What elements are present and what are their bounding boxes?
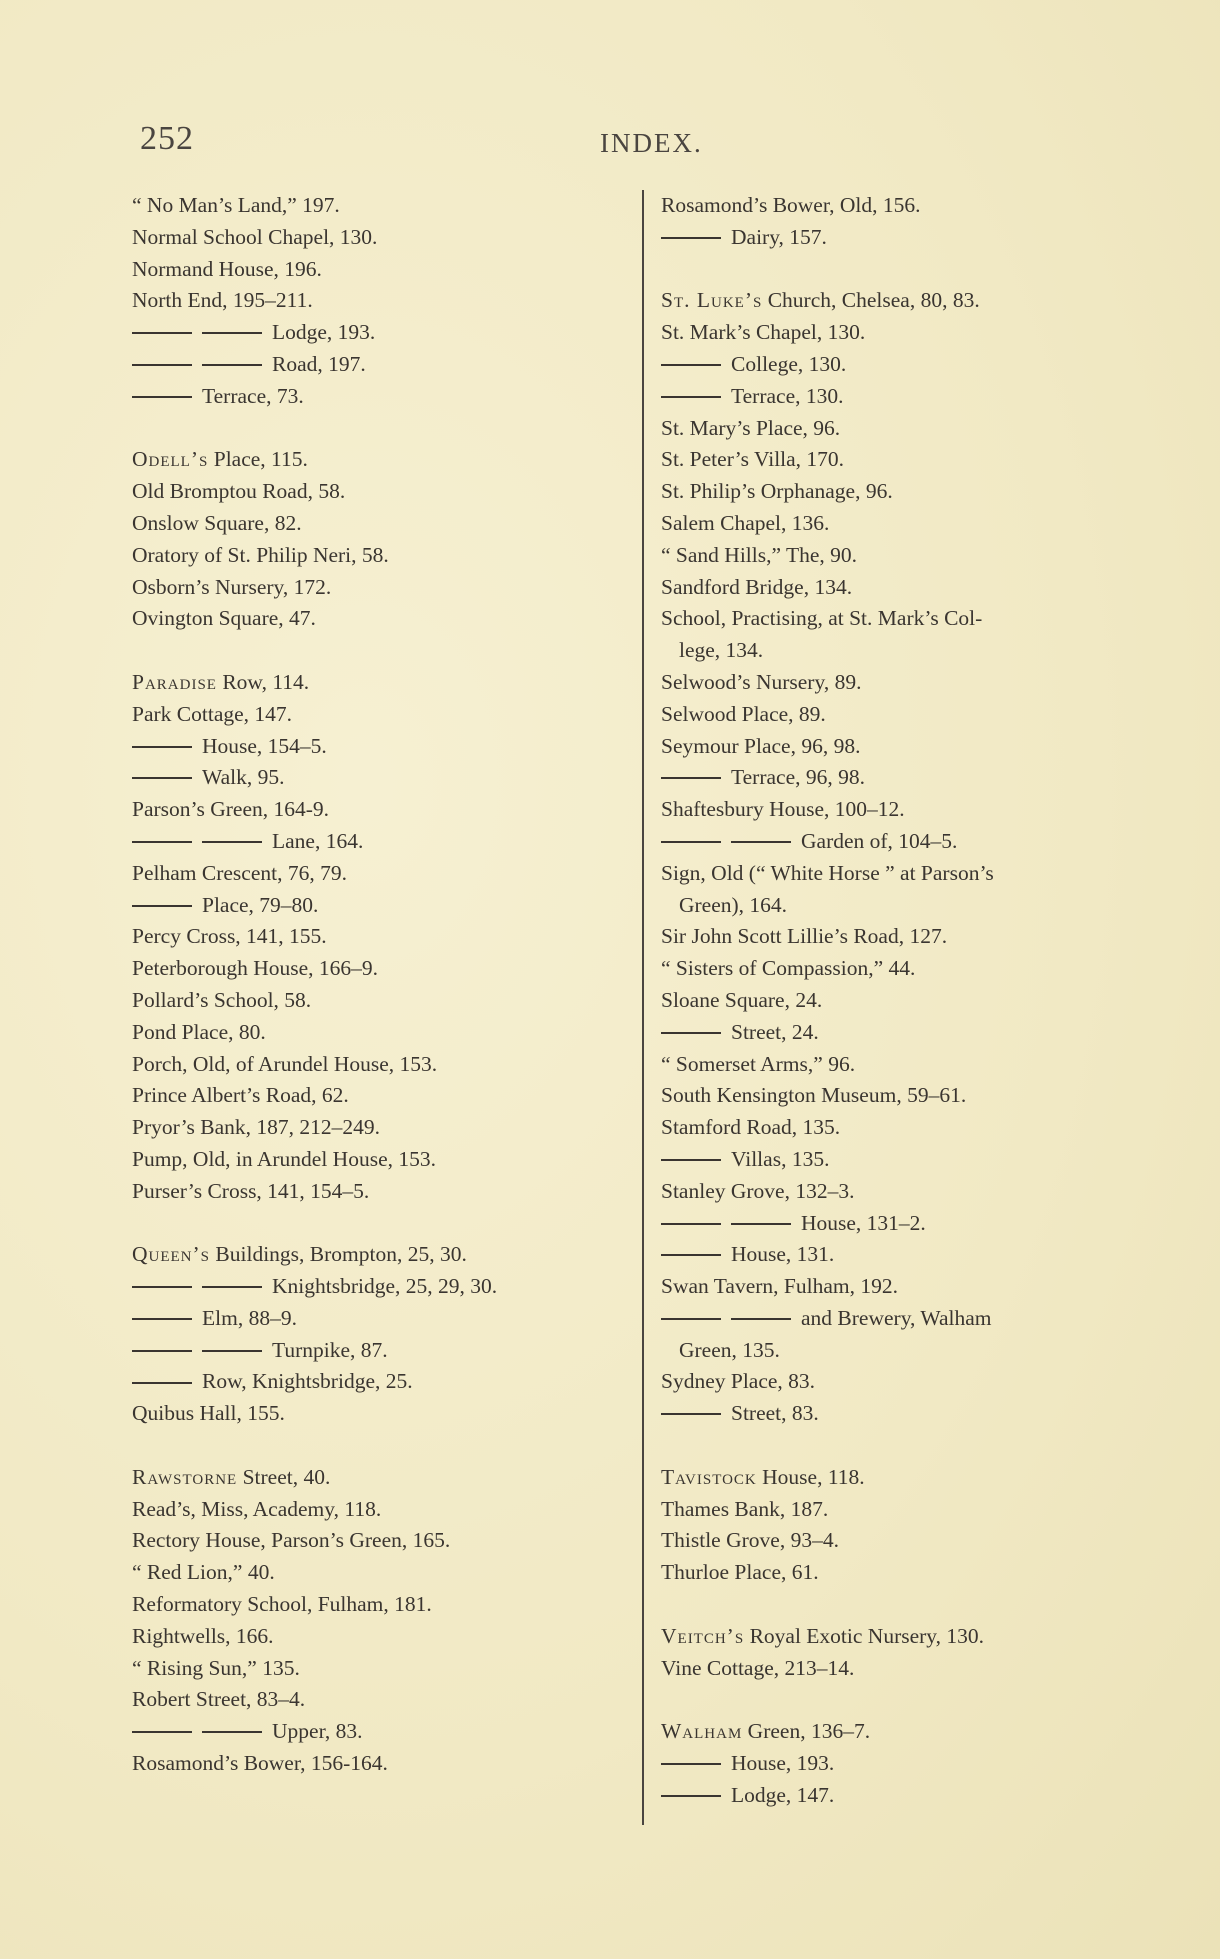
ditto-dash (661, 1795, 721, 1797)
index-entry (661, 349, 1181, 381)
index-entry (132, 1462, 637, 1494)
ditto-dash (661, 777, 721, 779)
entry-text: Old Bromptou Road, 58. (132, 479, 346, 504)
index-entry (132, 381, 637, 413)
index-entry (661, 413, 1181, 445)
entry-text: Road, 197. (272, 351, 366, 376)
index-entry (661, 603, 1181, 635)
entry-text: “ Red Lion,” 40. (132, 1560, 275, 1585)
ditto-dash (202, 841, 262, 843)
index-entry (661, 635, 1181, 667)
entry-text: Porch, Old, of Arundel House, 153. (132, 1051, 438, 1076)
section-gap (132, 1208, 637, 1240)
index-entry (661, 476, 1181, 508)
entry-text: Villas, 135. (731, 1146, 830, 1171)
entry-text: Lodge, 147. (731, 1782, 835, 1807)
section-gap (661, 1684, 1181, 1716)
index-entry (132, 890, 637, 922)
entry-text: Percy Cross, 141, 155. (132, 924, 327, 949)
entry-text: Oratory of St. Philip Neri, 58. (132, 542, 389, 567)
ditto-dash (132, 1382, 192, 1384)
index-entry (661, 890, 1181, 922)
index-entry (661, 1653, 1181, 1685)
ditto-dash (731, 1318, 791, 1320)
index-entry (661, 985, 1181, 1017)
entry-text: Normand House, 196. (132, 256, 322, 281)
section-gap (132, 413, 637, 445)
entry-text: Green, 135. (679, 1337, 780, 1362)
index-entry (132, 1303, 637, 1335)
index-entry (661, 1780, 1181, 1812)
entry-text: Green, 136–7. (742, 1719, 871, 1744)
entry-text: Read’s, Miss, Academy, 118. (132, 1496, 382, 1521)
ditto-dash (132, 1286, 192, 1288)
ditto-dash (132, 1318, 192, 1320)
index-entry (661, 1494, 1181, 1526)
ditto-dash (661, 1318, 721, 1320)
entry-text: Sign, Old (“ White Horse ” at Parson’s (661, 860, 994, 885)
index-entry (661, 1748, 1181, 1780)
entry-text: North End, 195–211. (132, 288, 313, 313)
entry-text: Church, Chelsea, 80, 83. (762, 288, 980, 313)
index-entry (132, 921, 637, 953)
entry-text: House, 154–5. (202, 733, 327, 758)
index-entry (132, 1366, 637, 1398)
index-entry (132, 285, 637, 317)
index-entry (132, 1716, 637, 1748)
entry-text: Selwood’s Nursery, 89. (661, 669, 862, 694)
index-entry (132, 985, 637, 1017)
entry-text: Park Cottage, 147. (132, 701, 293, 726)
index-entry (132, 1080, 637, 1112)
entry-text: Upper, 83. (272, 1719, 363, 1744)
ditto-dash (132, 1350, 192, 1352)
entry-text: College, 130. (731, 351, 847, 376)
index-entry (132, 349, 637, 381)
index-entry (132, 1049, 637, 1081)
entry-text: Ovington Square, 47. (132, 606, 316, 631)
entry-text: House, 118. (756, 1464, 865, 1489)
entry-text: Pollard’s School, 58. (132, 987, 312, 1012)
ditto-dash (202, 1350, 262, 1352)
index-entry (132, 508, 637, 540)
entry-text: Place, 115. (208, 447, 308, 472)
index-entry (661, 699, 1181, 731)
index-entry (132, 190, 637, 222)
index-entry (661, 1271, 1181, 1303)
entry-text: Vine Cottage, 213–14. (661, 1655, 855, 1680)
entry-text: Terrace, 96, 98. (731, 765, 865, 790)
section-gap (132, 635, 637, 667)
index-entry (661, 953, 1181, 985)
ditto-dash (731, 1223, 791, 1225)
entry-text: School, Practising, at St. Mark’s Col- (661, 606, 983, 631)
entry-text: Terrace, 130. (731, 383, 844, 408)
entry-text: “ Somerset Arms,” 96. (661, 1051, 856, 1076)
index-entry (132, 1335, 637, 1367)
ditto-dash (132, 905, 192, 907)
index-entry (661, 572, 1181, 604)
index-column-right (661, 190, 1181, 1812)
index-entry (132, 1176, 637, 1208)
ditto-dash (661, 1763, 721, 1765)
index-entry (661, 1303, 1181, 1335)
entry-text: Rosamond’s Bower, 156-164. (132, 1751, 388, 1776)
index-entry (661, 1557, 1181, 1589)
entry-text: Row, 114. (216, 669, 310, 694)
entry-lead: Walham (661, 1719, 743, 1744)
index-entry (132, 1017, 637, 1049)
index-entry (132, 1684, 637, 1716)
index-entry (661, 826, 1181, 858)
entry-text: Buildings, Brompton, 25, 30. (210, 1242, 467, 1267)
entry-text: St. Peter’s Villa, 170. (661, 447, 845, 472)
entry-lead: Rawstorne (132, 1464, 238, 1489)
entry-text: Walk, 95. (202, 765, 285, 790)
entry-text: St. Philip’s Orphanage, 96. (661, 479, 893, 504)
entry-text: Sandford Bridge, 134. (661, 574, 853, 599)
index-entry (132, 222, 637, 254)
index-entry (132, 858, 637, 890)
section-gap (132, 1430, 637, 1462)
ditto-dash (661, 1223, 721, 1225)
index-entry (132, 1271, 637, 1303)
entry-text: Shaftesbury House, 100–12. (661, 797, 905, 822)
entry-text: Pump, Old, in Arundel House, 153. (132, 1146, 436, 1171)
entry-text: Knightsbridge, 25, 29, 30. (272, 1274, 498, 1299)
index-entry (132, 572, 637, 604)
entry-lead: Tavistock (661, 1464, 757, 1489)
entry-text: Street, 83. (731, 1401, 819, 1426)
entry-text: Normal School Chapel, 130. (132, 224, 378, 249)
index-entry (661, 1049, 1181, 1081)
entry-text: Stanley Grove, 132–3. (661, 1178, 855, 1203)
index-entry (132, 1494, 637, 1526)
entry-text: Onslow Square, 82. (132, 510, 302, 535)
index-entry (132, 1239, 637, 1271)
index-entry (132, 1748, 637, 1780)
ditto-dash (132, 777, 192, 779)
index-entry (132, 1112, 637, 1144)
entry-text: Robert Street, 83–4. (132, 1687, 306, 1712)
index-entry (661, 1366, 1181, 1398)
entry-text: Parson’s Green, 164-9. (132, 797, 330, 822)
index-entry (661, 1080, 1181, 1112)
entry-text: Peterborough House, 166–9. (132, 956, 379, 981)
entry-text: House, 131–2. (801, 1210, 926, 1235)
ditto-dash (202, 1731, 262, 1733)
entry-lead: St. Luke’s (661, 288, 763, 313)
ditto-dash (661, 1032, 721, 1034)
entry-text: Osborn’s Nursery, 172. (132, 574, 332, 599)
entry-text: Purser’s Cross, 141, 154–5. (132, 1178, 370, 1203)
entry-text: St. Mark’s Chapel, 130. (661, 320, 866, 345)
entry-lead: Odell’s (132, 447, 209, 472)
index-entry (132, 1398, 637, 1430)
page-title: INDEX. (600, 128, 703, 158)
index-entry (661, 1239, 1181, 1271)
index-entry (661, 1112, 1181, 1144)
entry-text: Terrace, 73. (202, 383, 304, 408)
entry-text: “ Sand Hills,” The, 90. (661, 542, 858, 567)
index-entry (661, 508, 1181, 540)
index-column-left (132, 190, 637, 1780)
entry-text: South Kensington Museum, 59–61. (661, 1083, 967, 1108)
entry-text: Elm, 88–9. (202, 1305, 297, 1330)
entry-text: Row, Knightsbridge, 25. (202, 1369, 413, 1394)
entry-text: Rectory House, Parson’s Green, 165. (132, 1528, 451, 1553)
ditto-dash (202, 364, 262, 366)
entry-text: Reformatory School, Fulham, 181. (132, 1592, 432, 1617)
ditto-dash (202, 1286, 262, 1288)
index-entry (661, 794, 1181, 826)
entry-text: Pond Place, 80. (132, 1019, 266, 1044)
entry-text: Pelham Crescent, 76, 79. (132, 860, 347, 885)
entry-text: Thames Bank, 187. (661, 1496, 829, 1521)
ditto-dash (202, 332, 262, 334)
entry-text: “ Sisters of Compassion,” 44. (661, 956, 916, 981)
entry-text: Sydney Place, 83. (661, 1369, 816, 1394)
index-entry (132, 254, 637, 286)
ditto-dash (132, 746, 192, 748)
entry-text: Thistle Grove, 93–4. (661, 1528, 839, 1553)
entry-text: Sloane Square, 24. (661, 987, 823, 1012)
ditto-dash (132, 1731, 192, 1733)
ditto-dash (661, 1254, 721, 1256)
index-entry (661, 222, 1181, 254)
index-entry (132, 1621, 637, 1653)
entry-text: Rosamond’s Bower, Old, 156. (661, 193, 921, 217)
index-entry (661, 540, 1181, 572)
index-entry (661, 921, 1181, 953)
index-entry (132, 826, 637, 858)
index-entry (132, 540, 637, 572)
index-entry (661, 1335, 1181, 1367)
index-entry (132, 444, 637, 476)
index-entry (132, 699, 637, 731)
entry-text: Thurloe Place, 61. (661, 1560, 819, 1585)
index-entry (132, 476, 637, 508)
index-entry (661, 1716, 1181, 1748)
entry-text: Pryor’s Bank, 187, 212–249. (132, 1115, 381, 1140)
ditto-dash (132, 332, 192, 334)
index-entry (661, 1144, 1181, 1176)
entry-text: Seymour Place, 96, 98. (661, 733, 861, 758)
index-entry (661, 1621, 1181, 1653)
ditto-dash (661, 841, 721, 843)
entry-text: “ Rising Sun,” 135. (132, 1655, 300, 1680)
index-entry (661, 1017, 1181, 1049)
entry-text: Garden of, 104–5. (801, 828, 958, 853)
index-entry (661, 1525, 1181, 1557)
ditto-dash (132, 364, 192, 366)
entry-text: Turnpike, 87. (272, 1337, 388, 1362)
ditto-dash (661, 237, 721, 239)
section-gap (661, 254, 1181, 286)
section-gap (661, 1589, 1181, 1621)
entry-text: Quibus Hall, 155. (132, 1401, 285, 1426)
entry-text: Sir John Scott Lillie’s Road, 127. (661, 924, 948, 949)
entry-text: St. Mary’s Place, 96. (661, 415, 841, 440)
entry-text: Rightwells, 166. (132, 1623, 274, 1648)
entry-lead: Paradise (132, 669, 217, 694)
index-entry (132, 731, 637, 763)
entry-lead: Queen’s (132, 1242, 211, 1267)
entry-text: Royal Exotic Nursery, 130. (744, 1623, 985, 1648)
section-gap (661, 1430, 1181, 1462)
entry-text: lege, 134. (679, 638, 764, 663)
index-entry (661, 317, 1181, 349)
index-entry (132, 1144, 637, 1176)
index-entry (132, 953, 637, 985)
index-entry (132, 1653, 637, 1685)
entry-text: Street, 40. (237, 1464, 331, 1489)
index-entry (132, 1557, 637, 1589)
entry-text: House, 131. (731, 1242, 835, 1267)
index-entry (132, 762, 637, 794)
entry-text: Salem Chapel, 136. (661, 510, 830, 535)
index-entry (661, 1462, 1181, 1494)
ditto-dash (661, 1159, 721, 1161)
entry-text: Street, 24. (731, 1019, 819, 1044)
index-entry (661, 1398, 1181, 1430)
ditto-dash (731, 841, 791, 843)
entry-text: Lodge, 193. (272, 320, 376, 345)
entry-text: Swan Tavern, Fulham, 192. (661, 1274, 898, 1299)
index-entry (661, 762, 1181, 794)
page-number: 252 (140, 120, 194, 157)
index-entry (661, 858, 1181, 890)
index-entry (132, 317, 637, 349)
index-entry (661, 381, 1181, 413)
entry-lead: Veitch’s (661, 1623, 745, 1648)
index-entry (132, 794, 637, 826)
entry-text: Prince Albert’s Road, 62. (132, 1083, 349, 1108)
index-entry (661, 1208, 1181, 1240)
entry-text: House, 193. (731, 1751, 835, 1776)
entry-text: Dairy, 157. (731, 224, 827, 249)
index-entry (132, 1525, 637, 1557)
index-entry (132, 667, 637, 699)
entry-text: Selwood Place, 89. (661, 701, 826, 726)
index-entry (661, 1176, 1181, 1208)
ditto-dash (661, 396, 721, 398)
index-entry (132, 1589, 637, 1621)
index-entry (661, 731, 1181, 763)
ditto-dash (132, 841, 192, 843)
entry-text: Place, 79–80. (202, 892, 319, 917)
entry-text: Green), 164. (679, 892, 788, 917)
entry-text: Stamford Road, 135. (661, 1115, 841, 1140)
index-entry (661, 190, 1181, 222)
page-header (0, 120, 1220, 170)
entry-text: and Brewery, Walham (801, 1305, 992, 1330)
index-entry (661, 285, 1181, 317)
index-entry (661, 444, 1181, 476)
ditto-dash (661, 1413, 721, 1415)
ditto-dash (661, 364, 721, 366)
entry-text: “ No Man’s Land,” 197. (132, 193, 340, 217)
entry-text: Lane, 164. (272, 828, 364, 853)
index-entry (132, 603, 637, 635)
index-entry (661, 667, 1181, 699)
ditto-dash (132, 396, 192, 398)
column-divider (642, 190, 644, 1825)
